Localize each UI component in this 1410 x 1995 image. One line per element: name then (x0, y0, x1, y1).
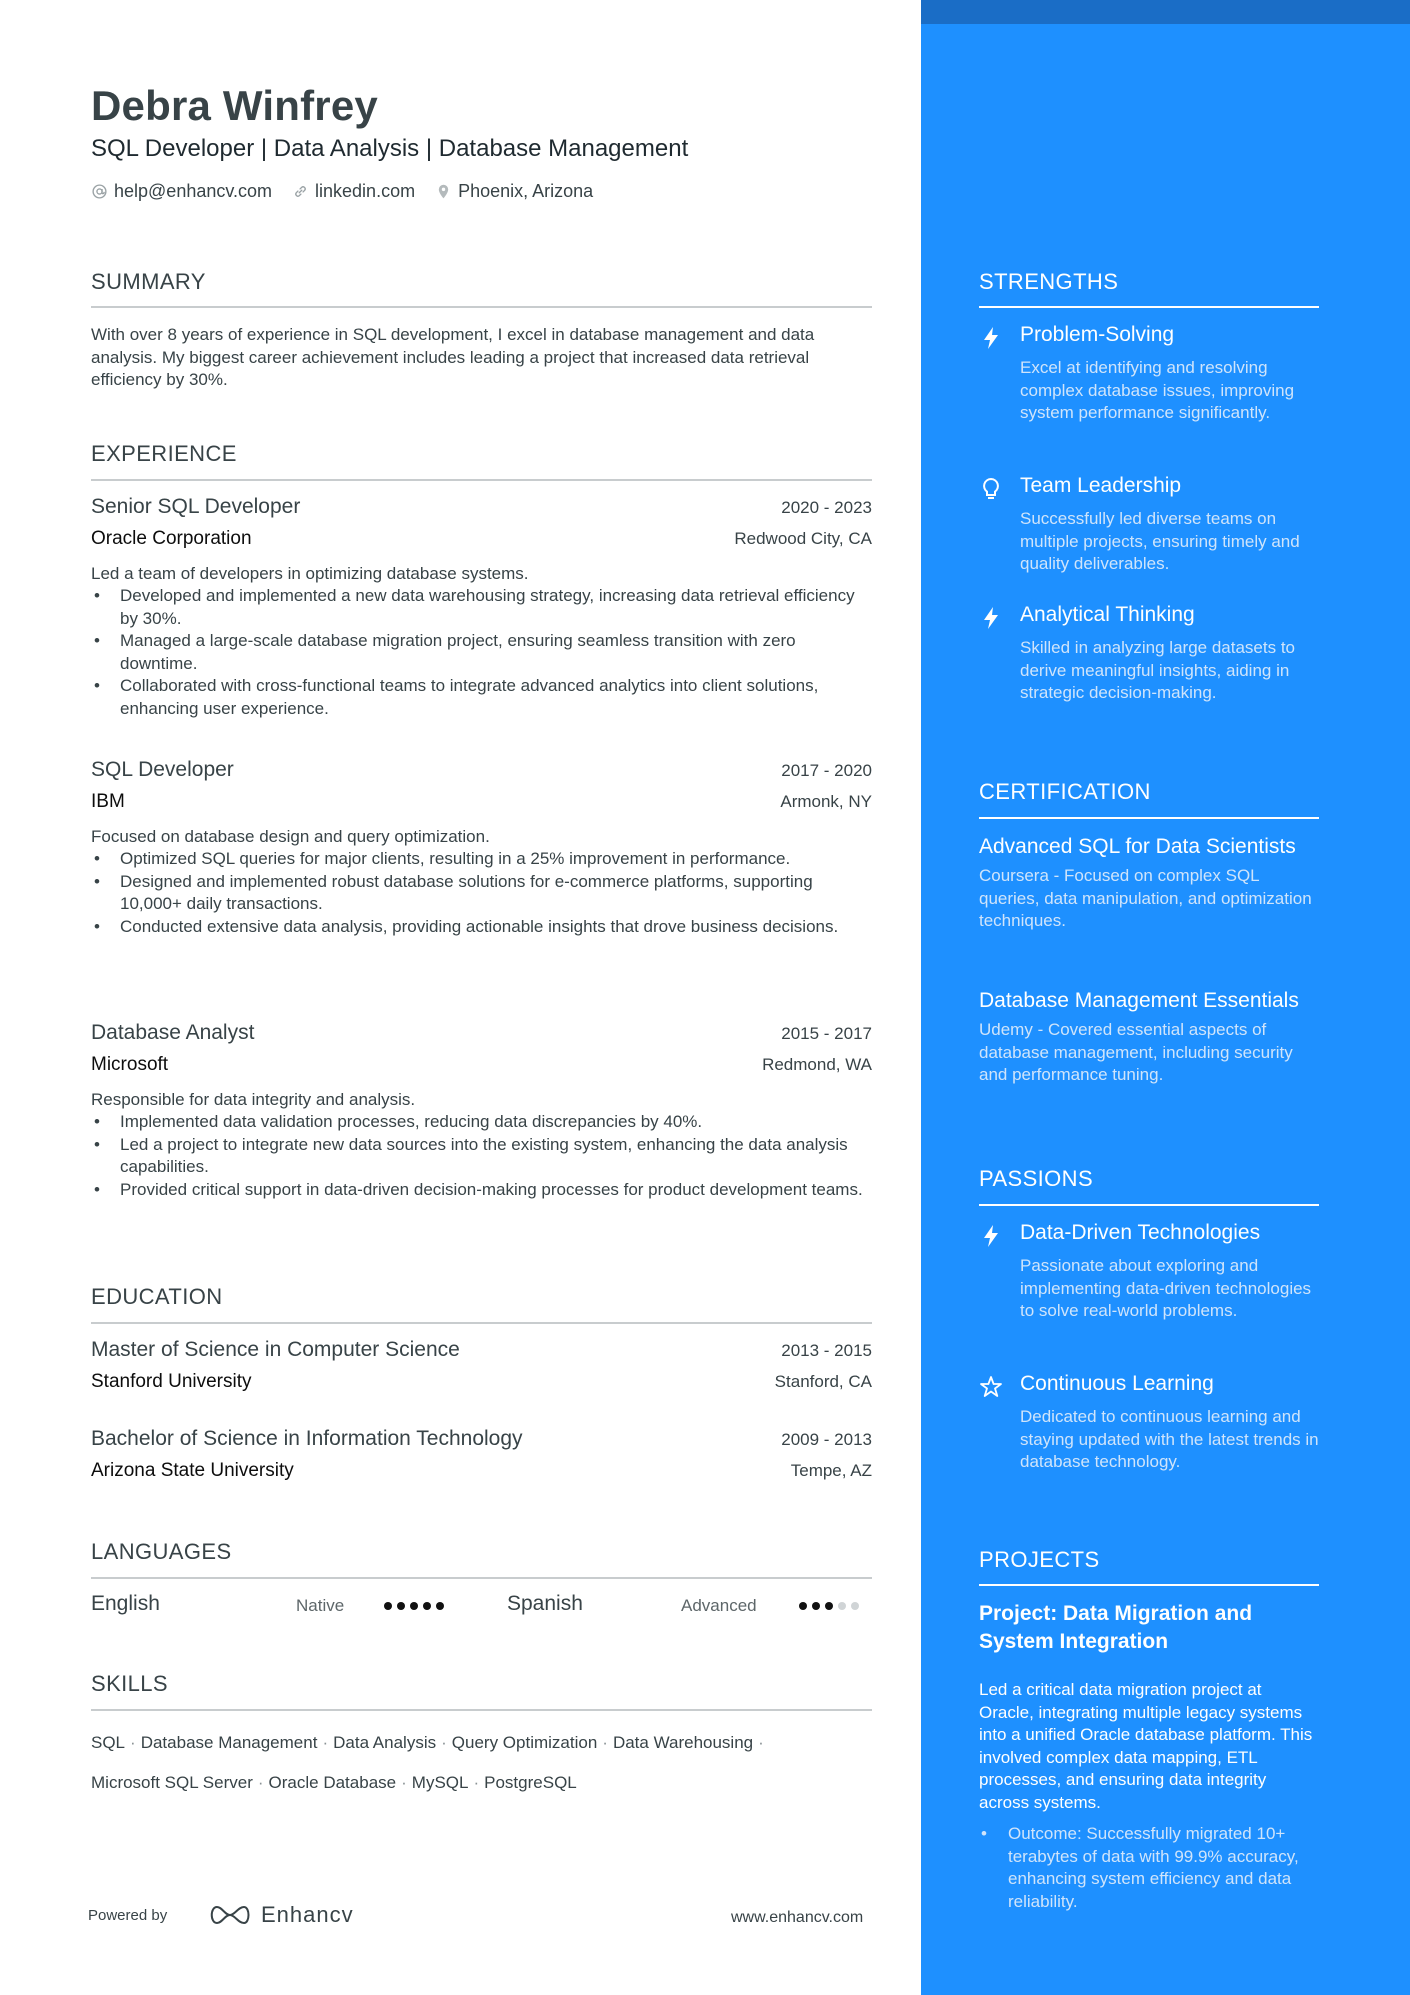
school-name: Stanford University (91, 1371, 252, 1392)
experience-divider (91, 479, 872, 481)
certification-description: Coursera - Focused on complex SQL queries, data manipulation, and optimization techniques. (979, 866, 1312, 930)
skills-list (91, 1723, 881, 1803)
job-bullet: • Provided critical support in data-driven decision-making processes for product development teams. (91, 1179, 872, 1202)
job-bullets (91, 848, 872, 938)
lightning-icon (979, 325, 1003, 351)
contact-location-text: Phoenix, Arizona (458, 181, 594, 201)
skill-item: PostgreSQL (484, 1773, 577, 1792)
job-entry (91, 758, 872, 938)
languages-row (91, 1592, 872, 1622)
projects-heading: PROJECTS (979, 1547, 1100, 1572)
degree-title: Master of Science in Computer Science (91, 1338, 460, 1361)
education-divider (91, 1322, 872, 1324)
job-title: Senior SQL Developer (91, 495, 301, 518)
job-location: Redwood City, CA (734, 529, 872, 548)
skill-item: Oracle Database (268, 1773, 397, 1792)
passion-title: Data-Driven Technologies (1020, 1221, 1261, 1244)
languages-heading: LANGUAGES (91, 1539, 232, 1564)
experience-heading: EXPERIENCE (91, 441, 237, 466)
strength-description: Skilled in analyzing large datasets to derive meaningful insights, aiding in strategic decision-making. (1020, 638, 1295, 702)
skill-separator: · (758, 1733, 764, 1752)
enhancv-logo-text: Enhancv (261, 1902, 354, 1927)
passion-description: Passionate about exploring and implementing data-driven technologies to solve real-world problems. (1020, 1256, 1312, 1320)
project-bullet: • Outcome: Successfully migrated 10+ terabytes of data with 99.9% accuracy, enhancing system efficiency and data reliability. (979, 1823, 1319, 1913)
project-bullets (979, 1823, 1319, 1913)
link-icon (292, 183, 309, 200)
passions-divider (979, 1204, 1319, 1206)
certification-divider (979, 817, 1319, 819)
school-location: Stanford, CA (774, 1372, 872, 1391)
certification-title: Database Management Essentials (979, 989, 1299, 1012)
contact-info (91, 181, 593, 202)
language-name: Spanish (507, 1592, 583, 1615)
skill-item: Data Analysis (333, 1733, 437, 1752)
skill-separator: · (602, 1733, 608, 1752)
certification-description: Udemy - Covered essential aspects of database management, including security and performance tuning. (979, 1020, 1293, 1084)
job-company: IBM (91, 791, 125, 812)
passion-title: Continuous Learning (1020, 1372, 1214, 1395)
language-level: Advanced (681, 1596, 757, 1615)
job-company: Oracle Corporation (91, 528, 252, 549)
job-bullets (91, 585, 872, 720)
skill-separator: · (130, 1733, 136, 1752)
strengths-heading: STRENGTHS (979, 269, 1119, 294)
certification-heading: CERTIFICATION (979, 779, 1151, 804)
strength-description: Successfully led diverse teams on multiple projects, ensuring timely and quality deliverables. (1020, 509, 1300, 573)
candidate-name: Debra Winfrey (91, 82, 378, 129)
job-bullet: • Managed a large-scale database migration project, ensuring seamless transition with zero downtime. (91, 630, 872, 675)
rating-dot-filled (799, 1602, 807, 1610)
job-location: Armonk, NY (780, 792, 872, 811)
education-dates: 2009 - 2013 (781, 1430, 872, 1449)
certification-item (979, 833, 1319, 933)
summary-text: With over 8 years of experience in SQL development, I excel in database management and data analysis. My biggest career achievement includes leading a project that increased data retrieval efficiency by 30%. (91, 325, 815, 389)
contact-linkedin-text: linkedin.com (315, 181, 416, 201)
skills-heading: SKILLS (91, 1671, 169, 1696)
rating-dot-filled (436, 1602, 444, 1610)
skill-separator: · (322, 1733, 329, 1752)
job-bullet: • Led a project to integrate new data sources into the existing system, enhancing the data analysis capabilities. (91, 1134, 872, 1179)
job-entry (91, 1021, 872, 1201)
strength-description: Excel at identifying and resolving complex database issues, improving system performance significantly. (1020, 358, 1295, 422)
summary-heading: SUMMARY (91, 269, 206, 294)
job-dates: 2015 - 2017 (781, 1024, 872, 1043)
education-entry (91, 1427, 872, 1482)
rating-dot-empty (851, 1602, 859, 1610)
passion-description: Dedicated to continuous learning and staying updated with the latest trends in database technology. (1020, 1407, 1319, 1471)
education-entry (91, 1338, 872, 1393)
strength-title: Analytical Thinking (1020, 603, 1195, 626)
skill-item: Data Warehousing (612, 1733, 754, 1752)
skills-divider (91, 1709, 872, 1711)
job-bullet: • Optimized SQL queries for major clients, resulting in a 25% improvement in performance. (91, 848, 872, 871)
contact-email-text: help@enhancv.com (114, 181, 273, 201)
contact-location (435, 181, 593, 202)
school-location: Tempe, AZ (790, 1461, 872, 1480)
job-company: Microsoft (91, 1054, 169, 1075)
rating-dot-filled (812, 1602, 820, 1610)
footer-url[interactable]: www.enhancv.com (731, 1909, 864, 1926)
job-dates: 2020 - 2023 (781, 498, 872, 517)
contact-linkedin[interactable] (292, 181, 415, 202)
lightning-icon (979, 1223, 1003, 1249)
lightbulb-icon (979, 476, 1003, 502)
job-description: Led a team of developers in optimizing database systems. (91, 564, 529, 583)
skill-separator: · (401, 1773, 407, 1792)
job-bullet: • Developed and implemented a new data warehousing strategy, increasing data retrieval efficiency by 30%. (91, 585, 872, 630)
languages-divider (91, 1577, 872, 1579)
strength-title: Problem-Solving (1020, 323, 1175, 346)
language-level: Native (296, 1596, 345, 1615)
strengths-divider (979, 306, 1319, 308)
certification-title: Advanced SQL for Data Scientists (979, 835, 1296, 858)
job-title: Database Analyst (91, 1021, 255, 1044)
lightning-icon (979, 605, 1003, 631)
job-location: Redmond, WA (762, 1055, 872, 1074)
language-rating (799, 1602, 859, 1610)
education-heading: EDUCATION (91, 1284, 223, 1309)
rating-dot-filled (423, 1602, 431, 1610)
enhancv-logo[interactable] (207, 1902, 354, 1928)
powered-by-label: Powered by (88, 1907, 168, 1924)
language-name: English (91, 1592, 160, 1615)
language-rating (384, 1602, 444, 1610)
job-bullets (91, 1111, 872, 1201)
job-description: Focused on database design and query optimization. (91, 827, 490, 846)
projects-divider (979, 1584, 1319, 1586)
candidate-headline: SQL Developer | Data Analysis | Database Management (91, 135, 689, 162)
rating-dot-filled (384, 1602, 392, 1610)
job-bullet: • Designed and implemented robust database solutions for e-commerce platforms, supporting 10,000+ daily transactions. (91, 871, 872, 916)
skill-item: Database Management (140, 1733, 318, 1752)
passions-heading: PASSIONS (979, 1166, 1094, 1191)
skill-item: SQL (91, 1733, 126, 1752)
education-dates: 2013 - 2015 (781, 1341, 872, 1360)
rating-dot-filled (410, 1602, 418, 1610)
certification-item (979, 987, 1319, 1087)
enhancv-logo-icon (207, 1903, 253, 1927)
project-description: Led a critical data migration project at Oracle, integrating multiple legacy systems into a unified Oracle database platform. This involved complex data mapping, ETL processes, and ensuring data integrity across systems. (979, 1680, 1313, 1812)
school-name: Arizona State University (91, 1460, 294, 1481)
skill-item: MySQL (411, 1773, 469, 1792)
skill-separator: · (441, 1733, 447, 1752)
strength-title: Team Leadership (1020, 474, 1182, 497)
degree-title: Bachelor of Science in Information Technology (91, 1427, 523, 1450)
summary-divider (91, 306, 872, 308)
job-bullet: • Conducted extensive data analysis, providing actionable insights that drove business decisions. (91, 916, 872, 939)
rating-dot-empty (838, 1602, 846, 1610)
sidebar-top-bar (921, 0, 1410, 24)
job-title: SQL Developer (91, 758, 234, 781)
skill-item: Microsoft SQL Server (91, 1773, 253, 1792)
skill-separator: · (257, 1773, 264, 1792)
skill-item: Query Optimization (451, 1733, 598, 1752)
project-title: Project: Data Migration and System Integration (979, 1602, 1253, 1653)
star-icon (979, 1374, 1003, 1400)
at-icon (91, 183, 108, 200)
location-pin-icon (435, 183, 452, 200)
skill-separator: · (473, 1773, 480, 1792)
rating-dot-filled (825, 1602, 833, 1610)
job-dates: 2017 - 2020 (781, 761, 872, 780)
job-bullet: • Implemented data validation processes, reducing data discrepancies by 40%. (91, 1111, 872, 1134)
rating-dot-filled (397, 1602, 405, 1610)
job-entry (91, 495, 872, 720)
contact-email[interactable] (91, 181, 272, 202)
job-bullet: • Collaborated with cross-functional teams to integrate advanced analytics into client solutions, enhancing user experience. (91, 675, 872, 720)
job-description: Responsible for data integrity and analysis. (91, 1090, 416, 1109)
